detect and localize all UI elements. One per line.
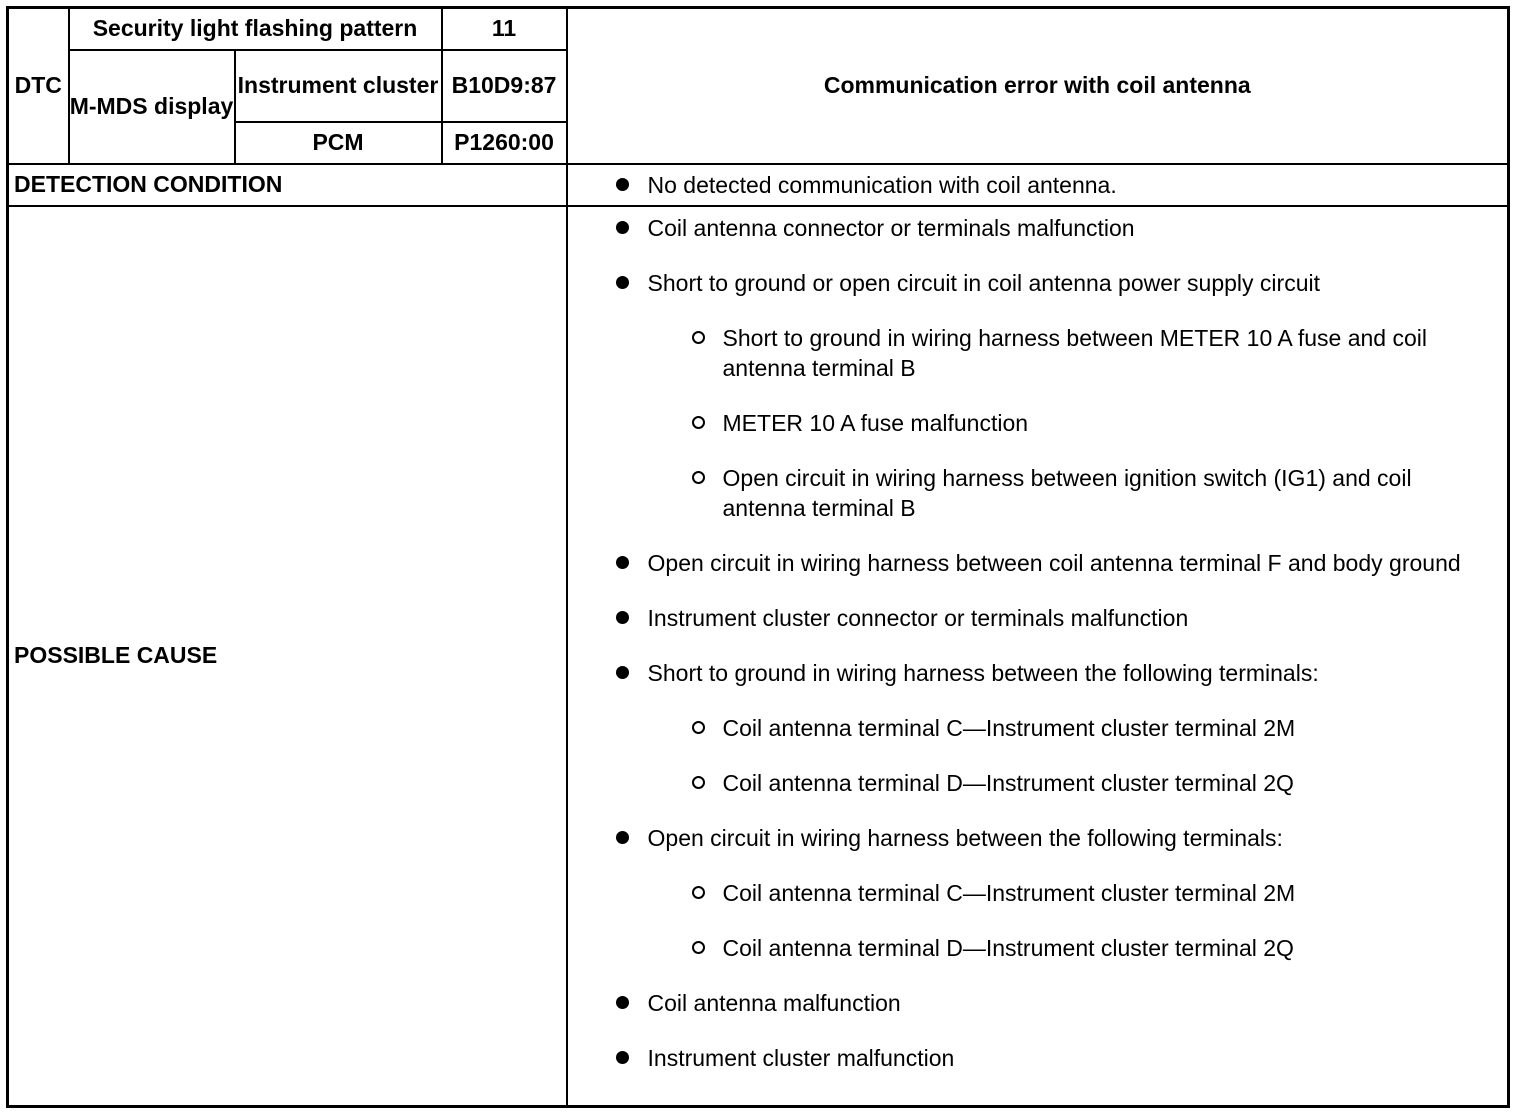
list-item [568,988,1508,1018]
hollow-bullet-icon [692,721,705,734]
possible-cause-cell [567,206,1509,1107]
filled-bullet-icon [616,996,629,1009]
hollow-bullet-icon [692,776,705,789]
list-item-text: Coil antenna terminal C—Instrument cluster terminal 2M [722,879,1296,906]
list-item [568,658,1508,688]
list-item-text: Open circuit in wiring harness between ignition switch (IG1) and coil antenna terminal B [722,464,1412,521]
filled-bullet-icon [616,666,629,679]
sub-list-item [568,408,1508,438]
hollow-bullet-icon [692,471,705,484]
list-item-text: Short to ground or open circuit in coil antenna power supply circuit [647,269,1320,296]
possible-cause-label: POSSIBLE CAUSE [8,206,567,1107]
filled-bullet-icon [616,831,629,844]
hollow-bullet-icon [692,331,705,344]
list-item [568,1043,1508,1073]
filled-bullet-icon [616,221,629,234]
possible-cause-row [8,206,1509,1107]
detection-condition-cell [567,164,1509,206]
security-light-label: Security light flashing pattern [69,8,442,50]
instrument-cluster-code: B10D9:87 [442,50,567,122]
pcm-code: P1260:00 [442,122,567,164]
filled-bullet-icon [616,1051,629,1064]
detection-row [8,164,1509,206]
hollow-bullet-icon [692,941,705,954]
filled-bullet-icon [616,178,629,191]
instrument-cluster-label: Instrument cluster [235,50,442,122]
list-item [568,548,1508,578]
sub-list-item [568,323,1508,383]
possible-cause-list [568,207,1508,1073]
list-item-text: Coil antenna connector or terminals malfunction [647,214,1135,241]
dtc-title: Communication error with coil antenna [567,8,1509,164]
sub-list-item [568,933,1508,963]
detection-condition-label: DETECTION CONDITION [8,164,567,206]
pcm-label: PCM [235,122,442,164]
security-row [8,8,1509,50]
list-item-text: Short to ground in wiring harness between METER 10 A fuse and coil antenna terminal B [722,324,1427,381]
list-item [568,823,1508,853]
filled-bullet-icon [616,276,629,289]
filled-bullet-icon [616,611,629,624]
sub-list-item [568,768,1508,798]
list-item [568,213,1508,243]
list-item-text: Coil antenna malfunction [647,989,901,1016]
detection-condition-list [568,170,1508,200]
hollow-bullet-icon [692,416,705,429]
list-item-text: Short to ground in wiring harness between the following terminals: [647,659,1319,686]
dtc-label: DTC [8,8,69,164]
mmds-display-label: M-MDS display [69,50,235,164]
sub-list-item [568,878,1508,908]
list-item [568,170,1508,200]
list-item-text: Open circuit in wiring harness between the following terminals: [647,824,1283,851]
filled-bullet-icon [616,556,629,569]
list-item-text: Coil antenna terminal C—Instrument cluster terminal 2M [722,714,1296,741]
list-item-text: Instrument cluster connector or terminals malfunction [647,604,1189,631]
list-item [568,603,1508,633]
hollow-bullet-icon [692,886,705,899]
list-item-text: No detected communication with coil antenna. [647,171,1117,198]
security-light-value: 11 [442,8,567,50]
list-item-text: METER 10 A fuse malfunction [722,409,1029,436]
list-item [568,268,1508,298]
list-item-text: Open circuit in wiring harness between coil antenna terminal F and body ground [647,549,1461,576]
sub-list-item [568,713,1508,743]
dtc-table [6,6,1510,1108]
list-item-text: Instrument cluster malfunction [647,1044,955,1071]
list-item-text: Coil antenna terminal D—Instrument cluster terminal 2Q [722,934,1294,961]
list-item-text: Coil antenna terminal D—Instrument cluster terminal 2Q [722,769,1294,796]
sub-list-item [568,463,1508,523]
